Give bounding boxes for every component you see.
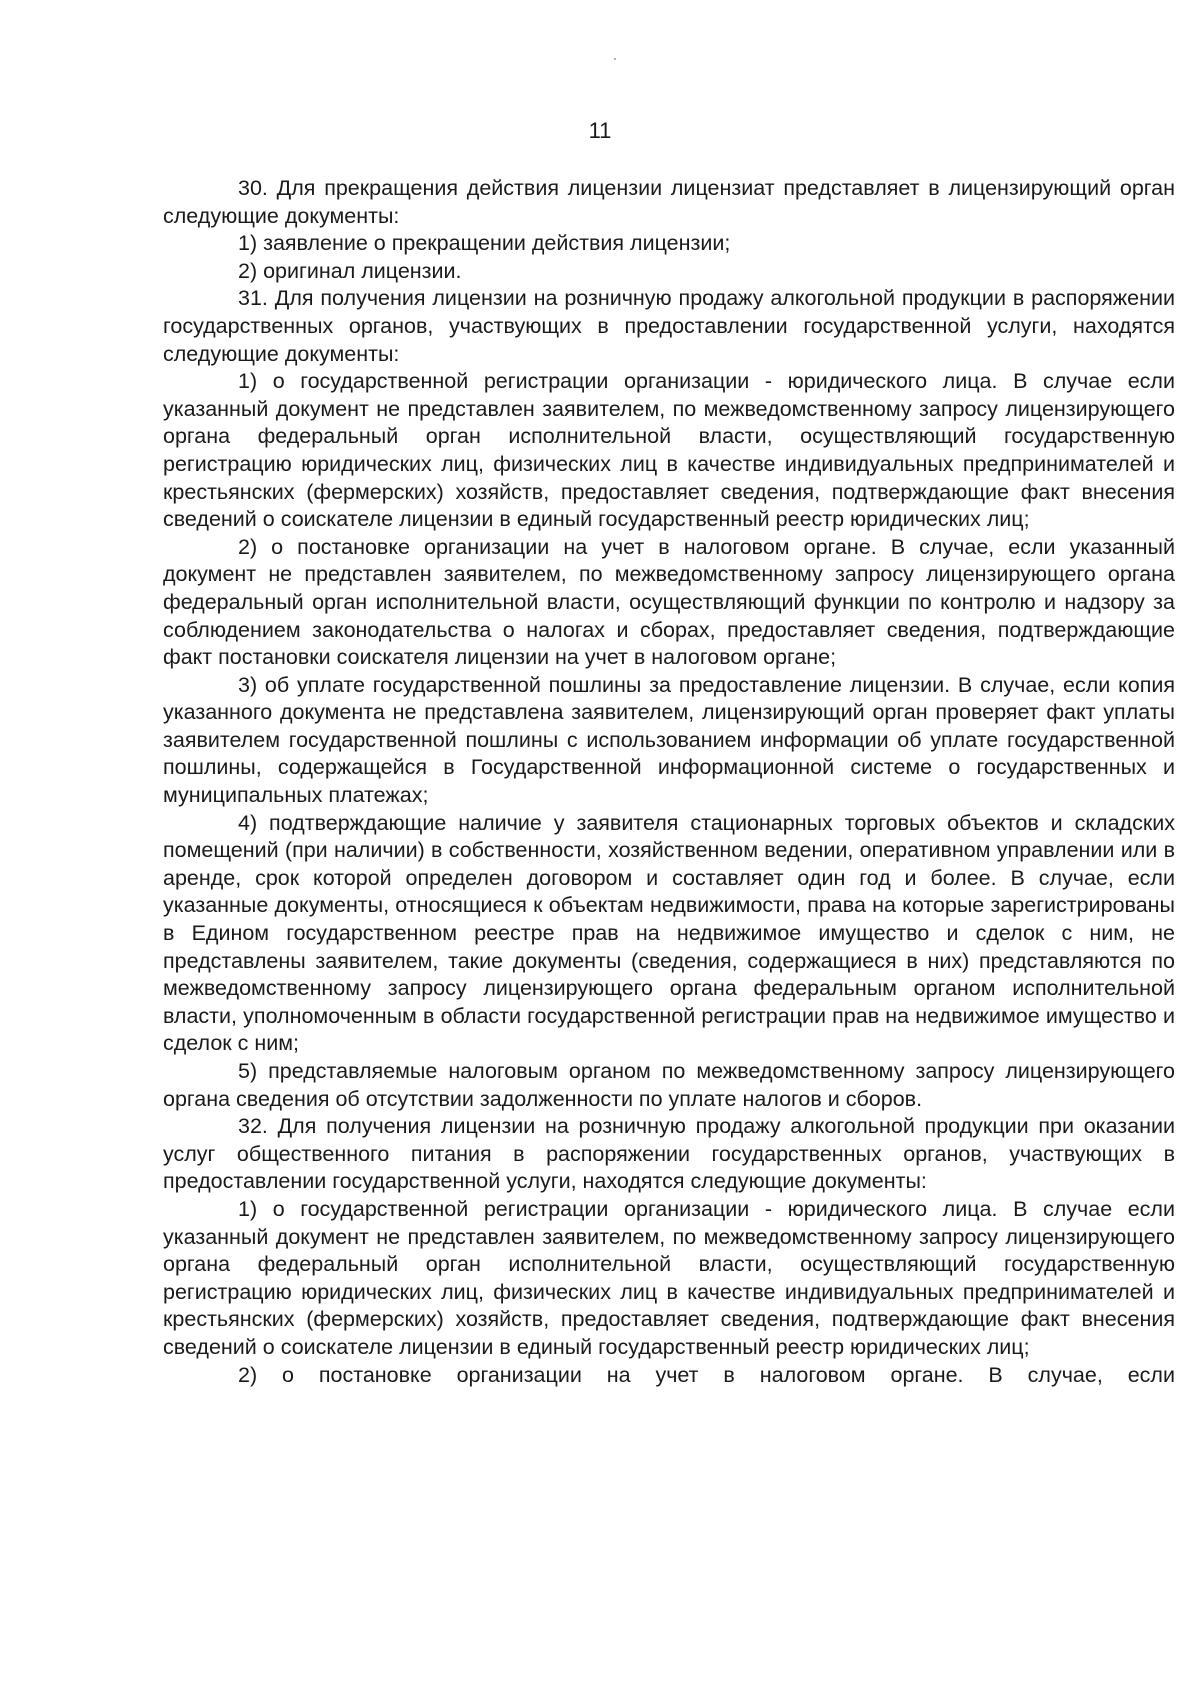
paragraph-31-item-3: 3) об уплате государственной пошлины за предоставление лицензии. В случае, если копия указанного документа не представлена заявителем, лицензирующий орган проверяет факт уплаты заявителем государственной пошлины с использованием информации об уплате государственной пошлины, содержащейся в Государственной информационной системе о государственных и муниципальных платежах; <box>163 672 1175 808</box>
paragraph-31-item-1: 1) о государственной регистрации организации - юридического лица. В случае если указанный документ не представлен заявителем, по межведомственному запросу лицензирующего органа федеральный орган исполнительной власти, осуществляющий государственную регистрацию юридических лиц, физических лиц в качестве индивидуальных предпринимателей и крестьянских (фермерских) хозяйств, предоставляет сведения, подтверждающие факт внесения сведений о соискателе лицензии в единый государственный реестр юридических лиц; <box>163 369 1175 532</box>
page-number: 11 <box>588 118 612 143</box>
paragraph-31-item-2: 2) о постановке организации на учет в налоговом органе. В случае, если указанный документ не представлен заявителем, по межведомственному запросу лицензирующего органа федеральный орган исполнительной власти, осуществляющий функции по контролю и надзору за соблюдением законодательства о налогах и сборах, предоставляет сведения, подтверждающие факт постановки соискателя лицензии на учет в налоговом органе; <box>163 534 1175 670</box>
paragraph-31-item-5: 5) представляемые налоговым органом по межведомственному запросу лицензирующего органа сведения об отсутствии задолженности по уплате налогов и сборов. <box>163 1059 1175 1111</box>
paragraph-32: 32. Для получения лицензии на розничную продажу алкогольной продукции при оказании услуг общественного питания в распоряжении государственных органов, участвующих в предоставлении государственной услуги, находятся следующие документы: <box>163 1114 1175 1194</box>
paragraph-30-item-2: 2) оригинал лицензии. <box>238 258 462 283</box>
paragraph-30-item-1: 1) заявление о прекращении действия лицензии; <box>238 231 731 256</box>
paragraph-32-item-2: 2) о постановке организации на учет в налоговом органе. В случае, если <box>238 1362 1175 1387</box>
paragraph-32-item-1: 1) о государственной регистрации организации - юридического лица. В случае если указанный документ не представлен заявителем, по межведомственному запросу лицензирующего органа федеральный орган исполнительной власти, осуществляющий государственную регистрацию юридических лиц, физических лиц в качестве индивидуальных предпринимателей и крестьянских (фермерских) хозяйств, предоставляет сведения, подтверждающие факт внесения сведений о соискателе лицензии в единый государственный реестр юридических лиц; <box>163 1196 1175 1359</box>
paragraph-31-item-4: 4) подтверждающие наличие у заявителя стационарных торговых объектов и складских помещений (при наличии) в собственности, хозяйственном ведении, оперативном управлении или в аренде, срок которой определен договором и составляет один год и более. В случае, если указанные документы, относящиеся к объектам недвижимости, права на которые зарегистрированы в Едином государственном реестре прав на недвижимое имущество и сделок с ним, не представлены заявителем, такие документы (сведения, содержащиеся в них) представляются по межведомственному запросу лицензирующего органа федеральным органом исполнительной власти, уполномоченным в области государственной регистрации прав на недвижимое имущество и сделок с ним; <box>163 810 1175 1056</box>
paragraph-30: 30. Для прекращения действия лицензии лицензиат представляет в лицензирующий орган следующие документы: <box>163 176 1175 228</box>
document-body <box>163 175 1175 1389</box>
scan-speck <box>614 58 616 60</box>
paragraph-31: 31. Для получения лицензии на розничную продажу алкогольной продукции в распоряжении государственных органов, участвующих в предоставлении государственной услуги, находятся следующие документы: <box>163 286 1175 366</box>
